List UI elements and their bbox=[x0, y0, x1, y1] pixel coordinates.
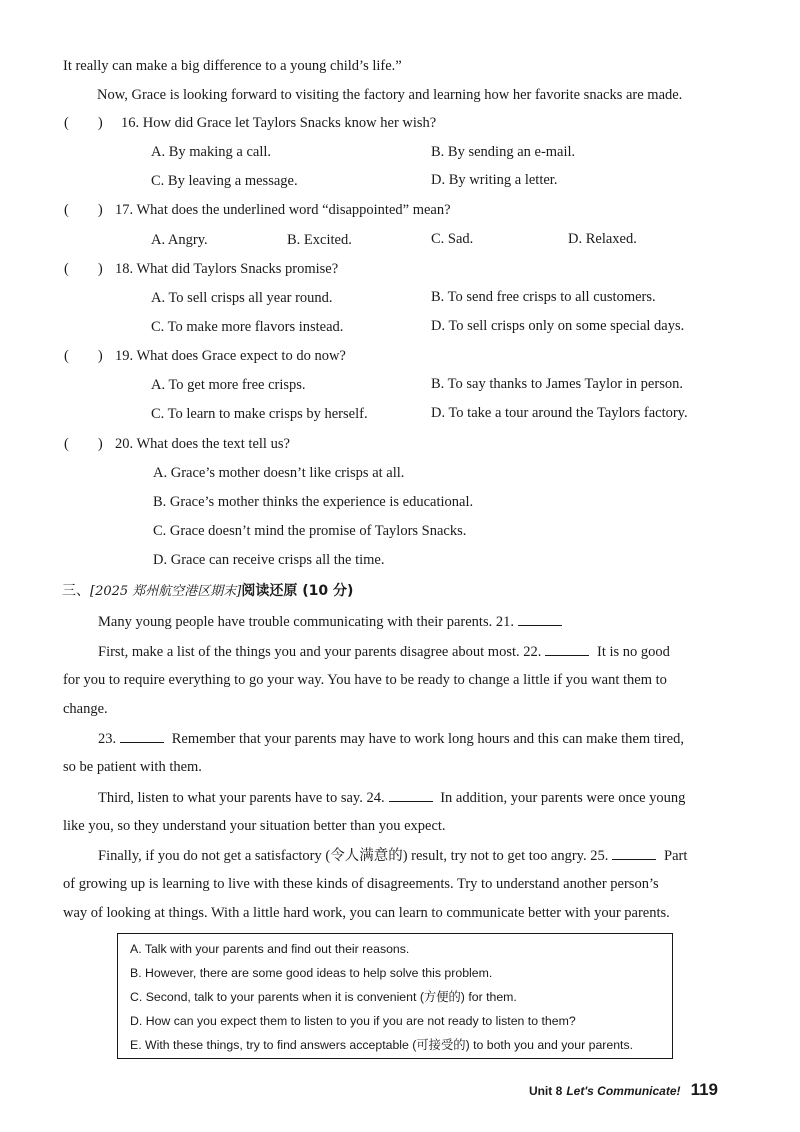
reading-paragraph-3 bbox=[98, 728, 684, 749]
question-stem: 17. What does the underlined word “disappointed” mean? bbox=[115, 202, 451, 218]
blank-25[interactable] bbox=[612, 845, 656, 860]
paragraph-text: In addition, your parents were once young bbox=[440, 790, 686, 806]
paragraph-line: change. bbox=[63, 701, 108, 717]
reading-paragraph-1 bbox=[98, 611, 566, 632]
answer-paren[interactable]: ( ) bbox=[64, 348, 103, 364]
reading-paragraph-5 bbox=[98, 845, 687, 866]
option-d: D. To take a tour around the Taylors factory. bbox=[431, 405, 688, 421]
footer-lesson: Let's Communicate! bbox=[566, 1084, 681, 1098]
question-stem: 19. What does Grace expect to do now? bbox=[115, 348, 346, 364]
option-d: D. To sell crisps only on some special days. bbox=[431, 318, 685, 334]
choices-box bbox=[117, 933, 673, 1059]
option-a: A. Angry. bbox=[151, 232, 208, 248]
option-b: B. To send free crisps to all customers. bbox=[431, 289, 656, 305]
paragraph-line: of growing up is learning to live with these kinds of disagreements. Try to understand another person’s bbox=[63, 876, 659, 892]
option-b: B. To say thanks to James Taylor in person. bbox=[431, 376, 683, 392]
option-b: B. Grace’s mother thinks the experience is educational. bbox=[153, 494, 474, 510]
reading-paragraph-4 bbox=[98, 787, 685, 808]
option-c: C. To make more flavors instead. bbox=[151, 319, 344, 335]
paragraph-line: so be patient with them. bbox=[63, 759, 202, 775]
blank-21[interactable] bbox=[518, 611, 562, 626]
paragraph-line: like you, so they understand your situation better than you expect. bbox=[63, 818, 446, 834]
option-b: B. By sending an e-mail. bbox=[431, 144, 576, 160]
paragraph-text: First, make a list of the things you and your parents disagree about most. 22. bbox=[98, 644, 542, 660]
answer-paren[interactable]: ( ) bbox=[64, 202, 103, 218]
blank-23[interactable] bbox=[120, 728, 164, 743]
paragraph-text: Part bbox=[664, 848, 688, 864]
option-a: A. To get more free crisps. bbox=[151, 377, 306, 393]
paragraph-text: It is no good bbox=[597, 644, 670, 660]
footer-unit: Unit 8 bbox=[528, 1084, 563, 1098]
choice-d: D. How can you expect them to listen to you if you are not ready to listen to them? bbox=[130, 1014, 576, 1028]
option-c: C. To learn to make crisps by herself. bbox=[151, 406, 368, 422]
option-d: D. By writing a letter. bbox=[431, 172, 558, 188]
paragraph-line: way of looking at things. With a little hard work, you can learn to communicate better with your parents. bbox=[63, 905, 670, 921]
paragraph-text: Third, listen to what your parents have to say. 24. bbox=[98, 790, 385, 806]
question-stem: 18. What did Taylors Snacks promise? bbox=[115, 261, 339, 277]
option-d: D. Grace can receive crisps all the time. bbox=[153, 552, 385, 568]
option-a: A. To sell crisps all year round. bbox=[151, 290, 333, 306]
answer-paren[interactable]: ( ) bbox=[64, 115, 103, 131]
section-heading bbox=[62, 581, 353, 602]
choice-a: A. Talk with your parents and find out their reasons. bbox=[130, 942, 410, 956]
option-b: B. Excited. bbox=[287, 232, 352, 248]
paragraph-text: 23. bbox=[98, 731, 117, 747]
section-title: 阅读还原 (10 分) bbox=[241, 583, 354, 599]
choice-e: E. With these things, try to find answers acceptable (可接受的) to both you and your parents. bbox=[130, 1038, 634, 1052]
reading-paragraph-2 bbox=[98, 641, 670, 662]
option-c: C. Grace doesn’t mind the promise of Taylors Snacks. bbox=[153, 523, 467, 539]
option-c: C. Sad. bbox=[431, 231, 474, 247]
paragraph-text: Finally, if you do not get a satisfactory (令人满意的) result, try not to get too angry. 25. bbox=[98, 848, 609, 864]
passage-last-line: It really can make a big difference to a young child’s life.” bbox=[63, 58, 402, 74]
paragraph-line: for you to require everything to go your way. You have to be ready to change a little if you want them to bbox=[63, 672, 667, 688]
answer-paren[interactable]: ( ) bbox=[64, 436, 103, 452]
section-source: [2025 郑州航空港区期末] bbox=[90, 584, 242, 599]
section-number: 三、 bbox=[62, 583, 90, 599]
choice-b: B. However, there are some good ideas to help solve this problem. bbox=[130, 966, 493, 980]
answer-paren[interactable]: ( ) bbox=[64, 261, 103, 277]
option-d: D. Relaxed. bbox=[568, 231, 637, 247]
option-a: A. By making a call. bbox=[151, 144, 272, 160]
option-a: A. Grace’s mother doesn’t like crisps at all. bbox=[153, 465, 405, 481]
option-c: C. By leaving a message. bbox=[151, 173, 298, 189]
blank-22[interactable] bbox=[545, 641, 589, 656]
blank-24[interactable] bbox=[389, 787, 433, 802]
question-stem: 20. What does the text tell us? bbox=[115, 436, 290, 452]
paragraph-text: Remember that your parents may have to work long hours and this can make them tired, bbox=[171, 731, 684, 747]
question-stem: 16. How did Grace let Taylors Snacks know her wish? bbox=[121, 115, 437, 131]
page-footer bbox=[529, 1080, 718, 1100]
page-number: 119 bbox=[690, 1080, 718, 1099]
choice-c: C. Second, talk to your parents when it is convenient (方便的) for them. bbox=[130, 990, 517, 1004]
paragraph-text: Many young people have trouble communicating with their parents. 21. bbox=[98, 614, 514, 630]
passage-closing-line: Now, Grace is looking forward to visiting the factory and learning how her favorite snacks are made. bbox=[97, 87, 683, 103]
